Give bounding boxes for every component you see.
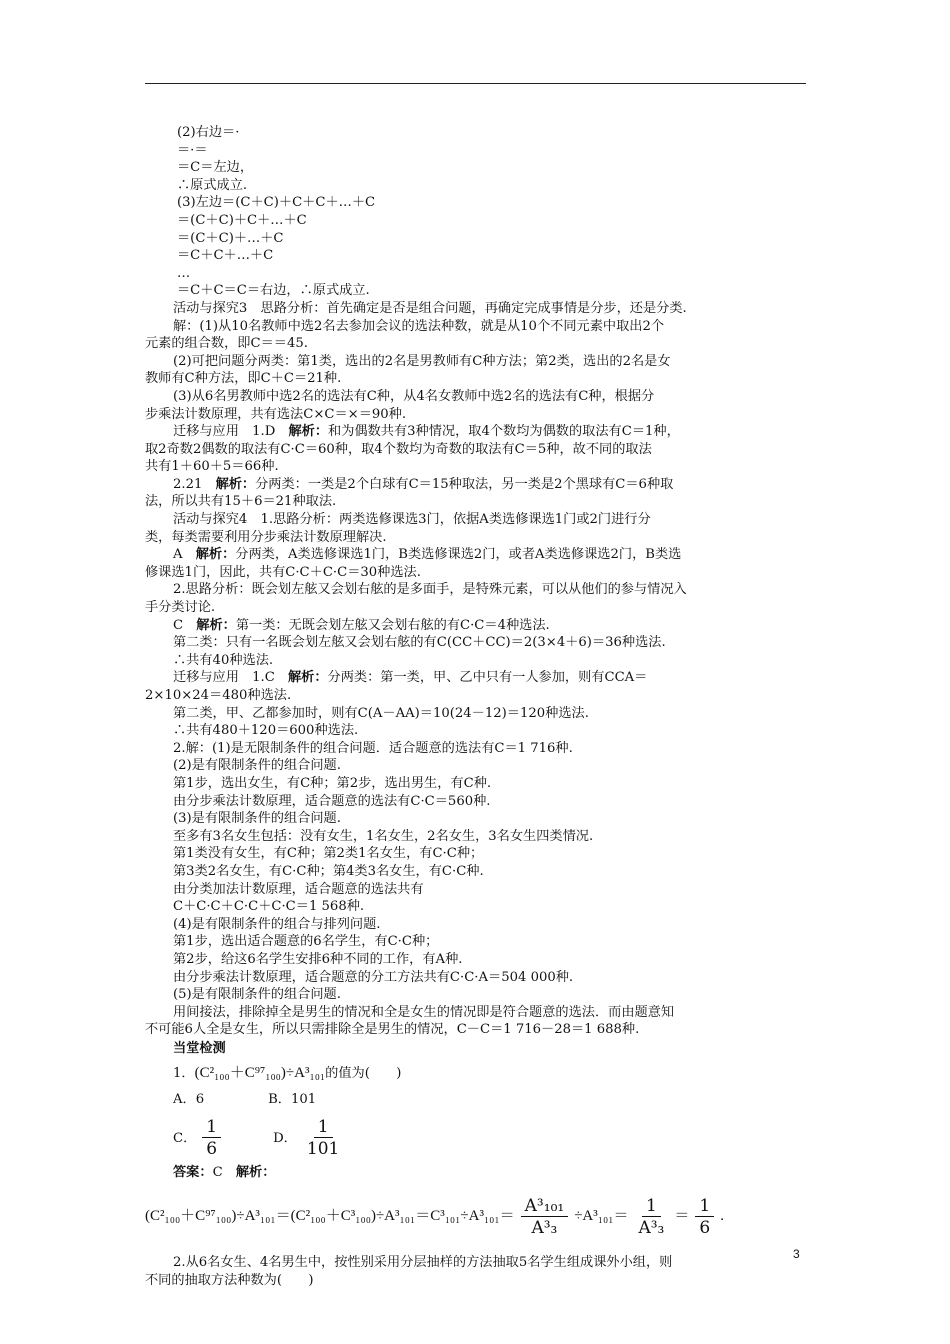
text-line: (3)从6名男教师中选2名的选法有C种，从4名女教师中选2名的选法有C种，根据分: [173, 388, 655, 404]
text-line: (2)可把问题分两类：第1类，选出的2名是男教师有C种方法；第2类，选出的2名是女: [173, 353, 671, 369]
text-line: 教师有C种方法，即C＋C＝21种.: [145, 371, 342, 387]
answer-label: 答案：: [173, 1165, 213, 1181]
header-rule: [145, 83, 806, 84]
text-line: 不可能6人全是女生，所以只需排除全是男生的情况，C－C＝1 716－28＝1 688种.: [145, 1022, 640, 1038]
text-run: A: [173, 547, 196, 563]
solution-fraction: [634, 1196, 668, 1239]
fraction-numerator: A³₁₀₁: [521, 1196, 569, 1217]
jiexi-label: 解析：: [287, 670, 328, 686]
fraction-numerator: 1: [314, 1117, 333, 1138]
question-2-line: 2.从6名女生、4名男生中，按性别采用分层抽样的方法抽取5名学生组成课外小组，则: [173, 1255, 673, 1271]
fraction-denominator: A³₃: [638, 1217, 665, 1238]
solution-part: (C²₁₀₀＋C⁹⁷₁₀₀)÷A³₁₀₁＝(C²₁₀₀＋C³₁₀₀)÷A³₁₀₁＝C³₁₀₁÷A³₁₀₁＝: [145, 1208, 515, 1225]
text-line: (3)是有限制条件的组合问题.: [173, 811, 341, 827]
jiexi-label: 解析：: [196, 617, 236, 633]
text-line: 第3类2名女生，有C·C种；第4类3名女生，有C·C种.: [173, 863, 484, 879]
fraction-numerator: 1: [695, 1196, 714, 1217]
text-line: ＝(C＋C)＋C＋…＋C: [177, 212, 307, 228]
option-a: A．6: [173, 1092, 205, 1108]
option-d-fraction: [303, 1117, 343, 1160]
text-line: (3)左边＝(C＋C)＋C＋C＋…＋C: [177, 195, 376, 211]
text-line: [145, 546, 809, 564]
text-line: ∴共有480＋120＝600种选法.: [173, 723, 359, 739]
text-line: 第二类，甲、乙都参加时，则有C(A－AA)＝10(24－12)＝120种选法.: [173, 705, 589, 721]
text-run: 和为偶数共有3种情况，取4个数均为偶数的取法有C＝1种，: [328, 424, 680, 440]
text-line: …: [177, 265, 191, 281]
jiexi-label: 解析：: [222, 1165, 276, 1181]
solution-expression: [145, 1192, 809, 1242]
text-line: 第1步，选出女生，有C种；第2步，选出男生，有C种.: [173, 775, 492, 791]
jiexi-label: 解析：: [215, 476, 256, 492]
option-c-fraction: [202, 1117, 221, 1160]
fraction-denominator: 101: [306, 1138, 340, 1159]
text-line: [145, 617, 809, 635]
text-line: 由分步乘法计数原理，适合题意的选法有C·C＝560种.: [173, 793, 491, 809]
fraction-denominator: 6: [699, 1217, 711, 1238]
text-line: ＝·＝: [177, 142, 208, 158]
fraction-denominator: 6: [206, 1138, 218, 1159]
text-line: 修课选1门，因此，共有C·C＋C·C＝30种选法.: [145, 564, 421, 580]
text-line: ＝C＋C＝C＝右边，∴原式成立.: [177, 283, 370, 299]
text-line: (4)是有限制条件的组合与排列问题.: [173, 916, 381, 932]
jiexi-label: 解析：: [288, 424, 329, 440]
solution-part: .: [720, 1208, 724, 1225]
text-line: 步乘法计数原理，共有选法C×C＝×＝90种.: [145, 406, 407, 422]
fraction-denominator: A³₃: [531, 1217, 558, 1238]
options-cd: [145, 1114, 809, 1162]
text-line: 用间接法，排除掉全是男生的情况和全是女生的情况即是符合题意的选法．而由题意知: [173, 1004, 675, 1020]
option-c-label: C．: [173, 1130, 197, 1146]
text-line: 元素的组合数，即C＝＝45.: [145, 336, 308, 352]
section-title: 当堂检测: [173, 1040, 226, 1056]
text-run: 分两类，A类选修课选1门，B类选修课选2门，或者A类选修课选2门，B类选: [235, 547, 682, 563]
text-line: (2)是有限制条件的组合问题.: [173, 758, 341, 774]
text-run: 迁移与应用 1.C: [173, 670, 288, 686]
document-body: [145, 124, 809, 1289]
question-2-line: 不同的抽取方法种数为( ): [145, 1272, 314, 1288]
solution-part: ＝: [674, 1208, 690, 1225]
solution-fraction: [521, 1196, 569, 1239]
options-ab: [145, 1090, 809, 1110]
text-line: 类，每类需要利用分步乘法计数原理解决.: [145, 529, 387, 545]
text-line: 第2步，给这6名学生安排6种不同的工作，有A种.: [173, 951, 463, 967]
text-line: ∴原式成立.: [177, 177, 248, 193]
text-line: 共有1＋60＋5＝66种.: [145, 459, 279, 475]
page-number: 3: [793, 1247, 800, 1261]
text-line: 法，所以共有15＋6＝21种取法.: [145, 494, 337, 510]
text-line: 第1类没有女生，有C种；第2类1名女生，有C·C种；: [173, 846, 484, 862]
question-1: [145, 1061, 809, 1086]
text-run: 2.21: [173, 476, 216, 492]
text-line: 由分步乘法计数原理，适合题意的分工方法共有C·C·A＝504 000种.: [173, 969, 574, 985]
text-line: 2.思路分析：既会划左舷又会划右舷的是多面手，是特殊元素，可以从他们的参与情况入: [173, 582, 687, 598]
answer-line: [145, 1164, 809, 1182]
text-run: 分两类：一类是2个白球有C＝15种取法，另一类是2个黑球有C＝6种取: [255, 476, 674, 492]
text-line: 活动与探究3 思路分析：首先确定是否是组合问题，再确定完成事情是分步，还是分类.: [173, 300, 687, 316]
text-line: 第1步，选出适合题意的6名学生，有C·C种；: [173, 934, 439, 950]
solution-fraction: [695, 1196, 714, 1239]
text-line: 取2奇数2偶数的取法有C·C＝60种，取4个数均为奇数的取法有C＝5种，故不同的取法: [145, 441, 652, 457]
text-line: [145, 423, 809, 441]
text-line: (5)是有限制条件的组合问题.: [173, 987, 341, 1003]
solution-part: ÷A³₁₀₁＝: [574, 1208, 629, 1225]
text-line: ＝C＋C＋…＋C: [177, 248, 274, 264]
text-line: ∴共有40种选法.: [173, 652, 274, 668]
question-number: 1．: [173, 1066, 195, 1082]
text-line: ＝C＝左边，: [177, 160, 254, 176]
text-line: 至多有3名女生包括：没有女生，1名女生，2名女生，3名女生四类情况.: [173, 828, 594, 844]
text-line: 2.解：(1)是无限制条件的组合问题．适合题意的选法有C＝1 716种.: [173, 740, 573, 756]
text-line: (2)右边＝·: [177, 125, 240, 140]
option-d-label: D．: [273, 1130, 297, 1146]
option-b: B．101: [268, 1092, 317, 1108]
text-line: 手分类讨论.: [145, 600, 216, 616]
text-run: 第一类：无既会划左舷又会划右舷的有C·C＝4种选法.: [235, 617, 550, 633]
text-line: ＝(C＋C)＋…＋C: [177, 230, 284, 246]
fraction-numerator: 1: [202, 1117, 221, 1138]
question-stem: 的值为( ): [325, 1066, 402, 1082]
text-line: 由分类加法计数原理，适合题意的选法共有: [173, 881, 424, 897]
text-line: 活动与探究4 1.思路分析：两类选修课选3门，依据A类选修课选1门或2门进行分: [173, 512, 651, 528]
text-line: C＋C·C＋C·C＋C·C＝1 568种.: [173, 899, 365, 915]
text-line: 2×10×24＝480种选法.: [145, 688, 292, 703]
text-line: 解：(1)从10名教师中选2名去参加会议的选法种数，就是从10个不同元素中取出2个: [173, 318, 665, 334]
question-expression: (C²₁₀₀＋C⁹⁷₁₀₀)÷A³₁₀₁: [194, 1065, 326, 1082]
text-run: 迁移与应用 1.D: [173, 424, 289, 440]
text-run: C: [173, 617, 197, 633]
text-line: 第二类：只有一名既会划左舷又会划右舷的有C(CC＋CC)＝2(3×4＋6)＝36种选法.: [173, 635, 666, 651]
jiexi-label: 解析：: [195, 547, 236, 563]
text-run: 分两类：第一类，甲、乙中只有一人参加，则有CCA＝: [327, 670, 648, 686]
fraction-numerator: 1: [642, 1196, 661, 1217]
text-line: [145, 669, 809, 687]
text-line: [145, 476, 809, 494]
answer-value: C: [212, 1165, 223, 1181]
